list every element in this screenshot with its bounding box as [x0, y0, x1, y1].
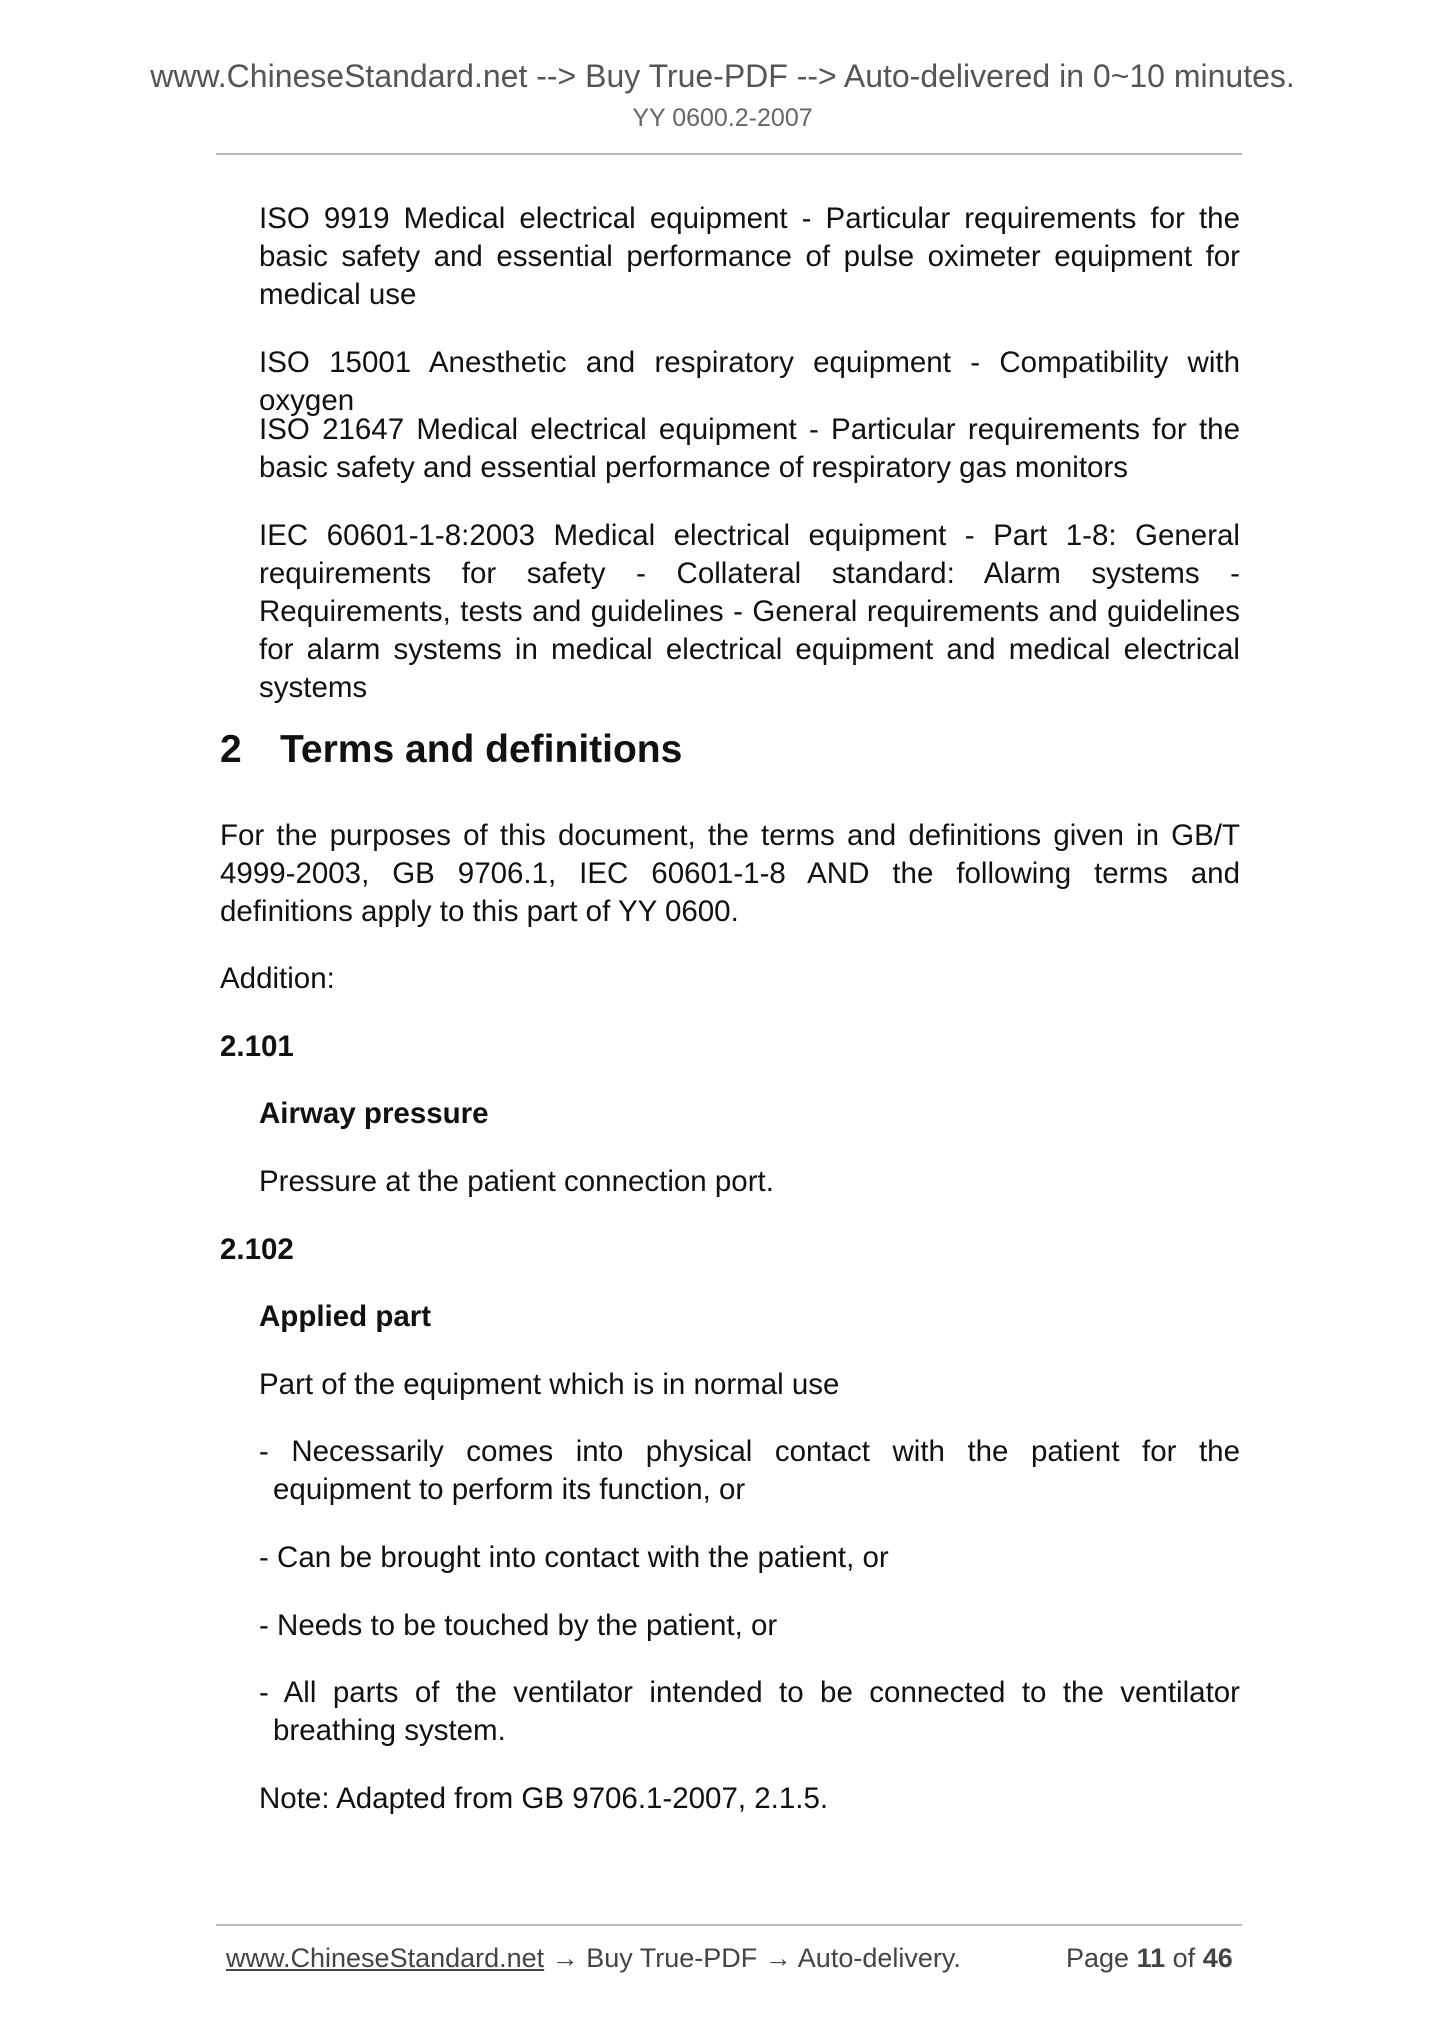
page-of: of [1172, 1943, 1196, 1973]
definition-airway-pressure: Pressure at the patient connection port. [259, 1165, 774, 1198]
reference-iso-21647: ISO 21647 Medical electrical equipment - Particular requirements for the basic safety and essential performance of respiratory gas monitors [259, 413, 1240, 484]
reference-iec-60601-1-8: IEC 60601-1-8:2003 Medical electrical equipment - Part 1-8: General requirements for safety - Collateral standard: Alarm systems - Requirements, tests and guidelines - General requirements and guidelines for alarm systems in medical electrical equipment and medical electrical systems [259, 519, 1240, 704]
definition-applied-part: Part of the equipment which is in normal use [259, 1368, 840, 1401]
list-item: - Needs to be touched by the patient, or [259, 1609, 778, 1642]
section-number: 2 [220, 728, 242, 771]
header-banner: www.ChineseStandard.net --> Buy True-PDF --> Auto-delivered in 0~10 minutes. [150, 58, 1295, 94]
arrow-right-icon: → [551, 1943, 579, 1973]
arrow-right-icon: → [764, 1943, 792, 1973]
page-number [1066, 1943, 1233, 1974]
page-label: Page [1066, 1943, 1130, 1973]
header-divider [216, 153, 1242, 155]
footer-divider [216, 1924, 1242, 1926]
reference-iso-15001: ISO 15001 Anesthetic and respiratory equipment - Compatibility with oxygen [259, 346, 1240, 417]
list-item: - All parts of the ventilator intended to be connected to the ventilator breathing system. [259, 1676, 1240, 1747]
term-airway-pressure: Airway pressure [259, 1097, 489, 1130]
addition-label: Addition: [220, 962, 335, 995]
reference-iso-9919: ISO 9919 Medical electrical equipment - Particular requirements for the basic safety and essential performance of pulse oximeter equipment for medical use [259, 202, 1240, 311]
list-item: - Can be brought into contact with the patient, or [259, 1541, 889, 1574]
section-title: Terms and definitions [280, 728, 683, 771]
list-item: - Necessarily comes into physical contact with the patient for the equipment to perform its function, or [259, 1435, 1240, 1506]
footer-delivery-text: Auto-delivery. [797, 1943, 961, 1973]
term-applied-part: Applied part [259, 1300, 432, 1333]
term-id-2-101: 2.101 [220, 1030, 294, 1063]
footer-site-link[interactable]: www.ChineseStandard.net [226, 1943, 545, 1973]
section-heading [220, 728, 682, 772]
term-id-2-102: 2.102 [220, 1233, 294, 1266]
footer-buy-text: Buy True-PDF [586, 1943, 758, 1973]
page-current: 11 [1136, 1943, 1166, 1973]
section-intro: For the purposes of this document, the terms and definitions given in GB/T 4999-2003, GB 9706.1, IEC 60601-1-8 AND the following terms and definitions apply to this part of YY 0600. [220, 819, 1240, 928]
page-total: 46 [1202, 1943, 1233, 1973]
footer-links [226, 1943, 961, 1974]
header-standard-number: YY 0600.2-2007 [632, 104, 813, 132]
note-applied-part: Note: Adapted from GB 9706.1-2007, 2.1.5. [259, 1782, 829, 1815]
